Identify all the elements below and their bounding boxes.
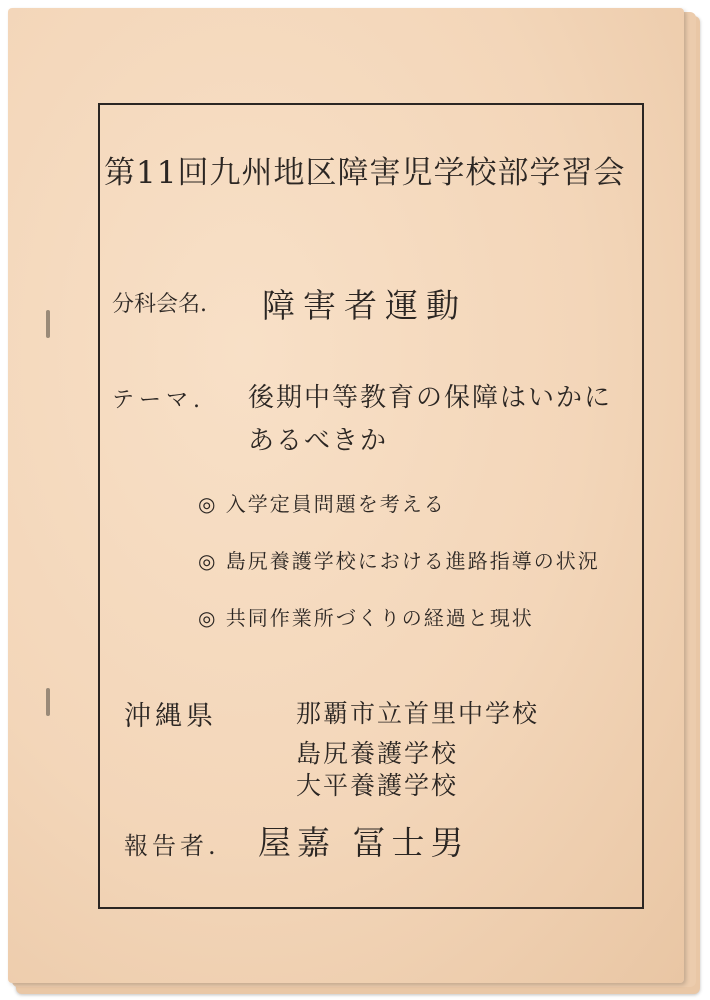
staple-bottom [46, 688, 50, 716]
school-name: 島尻養護学校 [296, 739, 459, 768]
bullet-item: ◎ 島尻養護学校における進路指導の状況 [198, 549, 600, 573]
theme-label: テーマ. [112, 388, 205, 413]
reporter-name: 屋嘉 冨士男 [258, 823, 470, 862]
bullet-item: ◎ 入学定員問題を考える [198, 492, 446, 516]
prefecture-name: 沖縄県 [124, 701, 217, 732]
school-name: 那覇市立首里中学校 [296, 699, 540, 728]
staple-top [46, 310, 50, 338]
school-name: 大平養護学校 [296, 771, 459, 800]
session-name: 障害者運動 [262, 286, 467, 325]
session-label: 分科会名. [112, 292, 207, 317]
theme-line-1: 後期中等教育の保障はいかに [248, 383, 613, 413]
document-title: 第11回九州地区障害児学校部学習会 [104, 155, 626, 191]
reporter-label: 報告者. [124, 832, 220, 860]
theme-line-2: あるべきか [248, 426, 389, 456]
bullet-item: ◎ 共同作業所づくりの経過と現状 [198, 606, 534, 630]
